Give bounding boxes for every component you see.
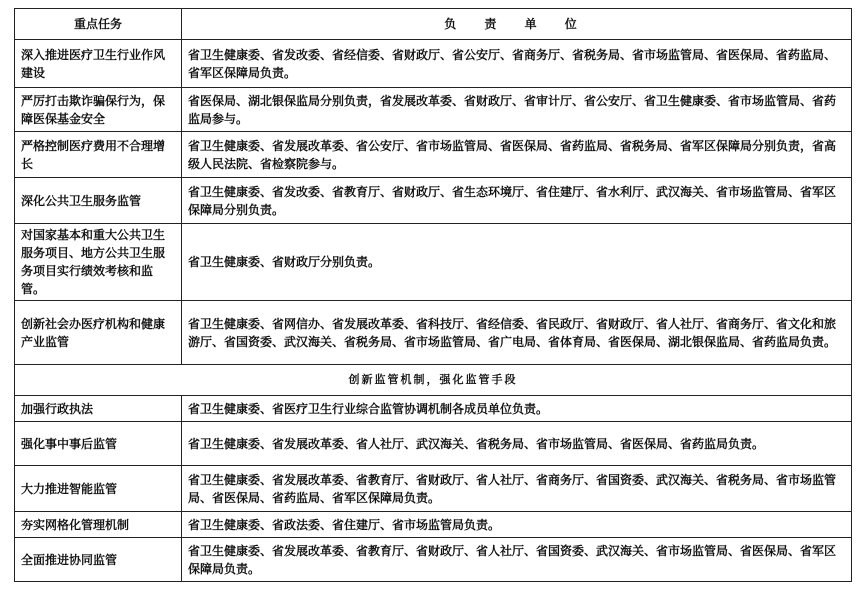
responsible-cell: 省卫生健康委、省发改委、省教育厅、省财政厅、省生态环境厅、省住建厅、省水利厅、武汉海关、省市场监管局、省军区保障局分别负责。 <box>182 178 852 224</box>
responsible-cell: 省卫生健康委、省发展改革委、省公安厅、省市场监管局、省医保局、省药监局、省税务局、省军区保障局分别负责，省高级人民法院、省检察院参与。 <box>182 132 852 178</box>
responsible-cell: 省卫生健康委、省发展改革委、省教育厅、省财政厅、省人社厅、省商务厅、省国资委、武汉海关、省税务局、省市场监管局、省医保局、省药监局、省军区保障局负责。 <box>182 466 852 512</box>
task-cell: 加强行政执法 <box>15 396 182 422</box>
table-row <box>15 224 852 301</box>
responsible-cell: 省卫生健康委、省医疗卫生行业综合监管协调机制各成员单位负责。 <box>182 396 852 422</box>
responsible-cell: 省卫生健康委、省发展改革委、省教育厅、省财政厅、省人社厅、省国资委、武汉海关、省市场监管局、省医保局、省军区保障局负责。 <box>182 538 852 582</box>
task-cell: 严格控制医疗费用不合理增长 <box>15 132 182 178</box>
responsible-cell: 省卫生健康委、省财政厅分别负责。 <box>182 224 852 301</box>
table-row <box>15 512 852 538</box>
responsible-cell: 省卫生健康委、省政法委、省住建厅、省市场监管局负责。 <box>182 512 852 538</box>
table-row <box>15 88 852 132</box>
task-cell: 夯实网格化管理机制 <box>15 512 182 538</box>
task-cell: 严厉打击欺诈骗保行为，保障医保基金安全 <box>15 88 182 132</box>
task-cell: 强化事中事后监管 <box>15 422 182 466</box>
table-row <box>15 178 852 224</box>
table-row <box>15 422 852 466</box>
task-cell: 深化公共卫生服务监管 <box>15 178 182 224</box>
table-row <box>15 396 852 422</box>
section-title-row <box>15 365 852 396</box>
responsible-cell: 省卫生健康委、省网信办、省发展改革委、省科技厅、省经信委、省民政厅、省财政厅、省人社厅、省商务厅、省文化和旅游厅、省国资委、武汉海关、省税务局、省市场监管局、省广电局、省体育局、省医保局、湖北银保监局、省药监局负责。 <box>182 301 852 365</box>
task-cell: 深入推进医疗卫生行业作风建设 <box>15 40 182 88</box>
section-title: 创新监管机制，强化监管手段 <box>15 365 852 396</box>
responsible-cell: 省卫生健康委、省发展改革委、省人社厅、武汉海关、省税务局、省市场监管局、省医保局、省药监局负责。 <box>182 422 852 466</box>
responsible-cell: 省卫生健康委、省发改委、省经信委、省财政厅、省公安厅、省商务厅、省税务局、省市场监管局、省医保局、省药监局、省军区保障局负责。 <box>182 40 852 88</box>
responsibility-table <box>14 8 852 582</box>
task-cell: 创新社会办医疗机构和健康产业监管 <box>15 301 182 365</box>
table-row <box>15 132 852 178</box>
header-task: 重点任务 <box>15 9 182 40</box>
responsible-cell: 省医保局、湖北银保监局分别负责，省发展改革委、省财政厅、省审计厅、省公安厅、省卫生健康委、省市场监管局、省药监局参与。 <box>182 88 852 132</box>
table-row <box>15 40 852 88</box>
table-row <box>15 301 852 365</box>
task-cell: 全面推进协同监管 <box>15 538 182 582</box>
task-cell: 对国家基本和重大公共卫生服务项目、地方公共卫生服务项目实行绩效考核和监管。 <box>15 224 182 301</box>
task-cell: 大力推进智能监管 <box>15 466 182 512</box>
table-row <box>15 466 852 512</box>
table-header-row <box>15 9 852 40</box>
table-row <box>15 538 852 582</box>
header-responsible: 负 责 单 位 <box>182 9 852 40</box>
